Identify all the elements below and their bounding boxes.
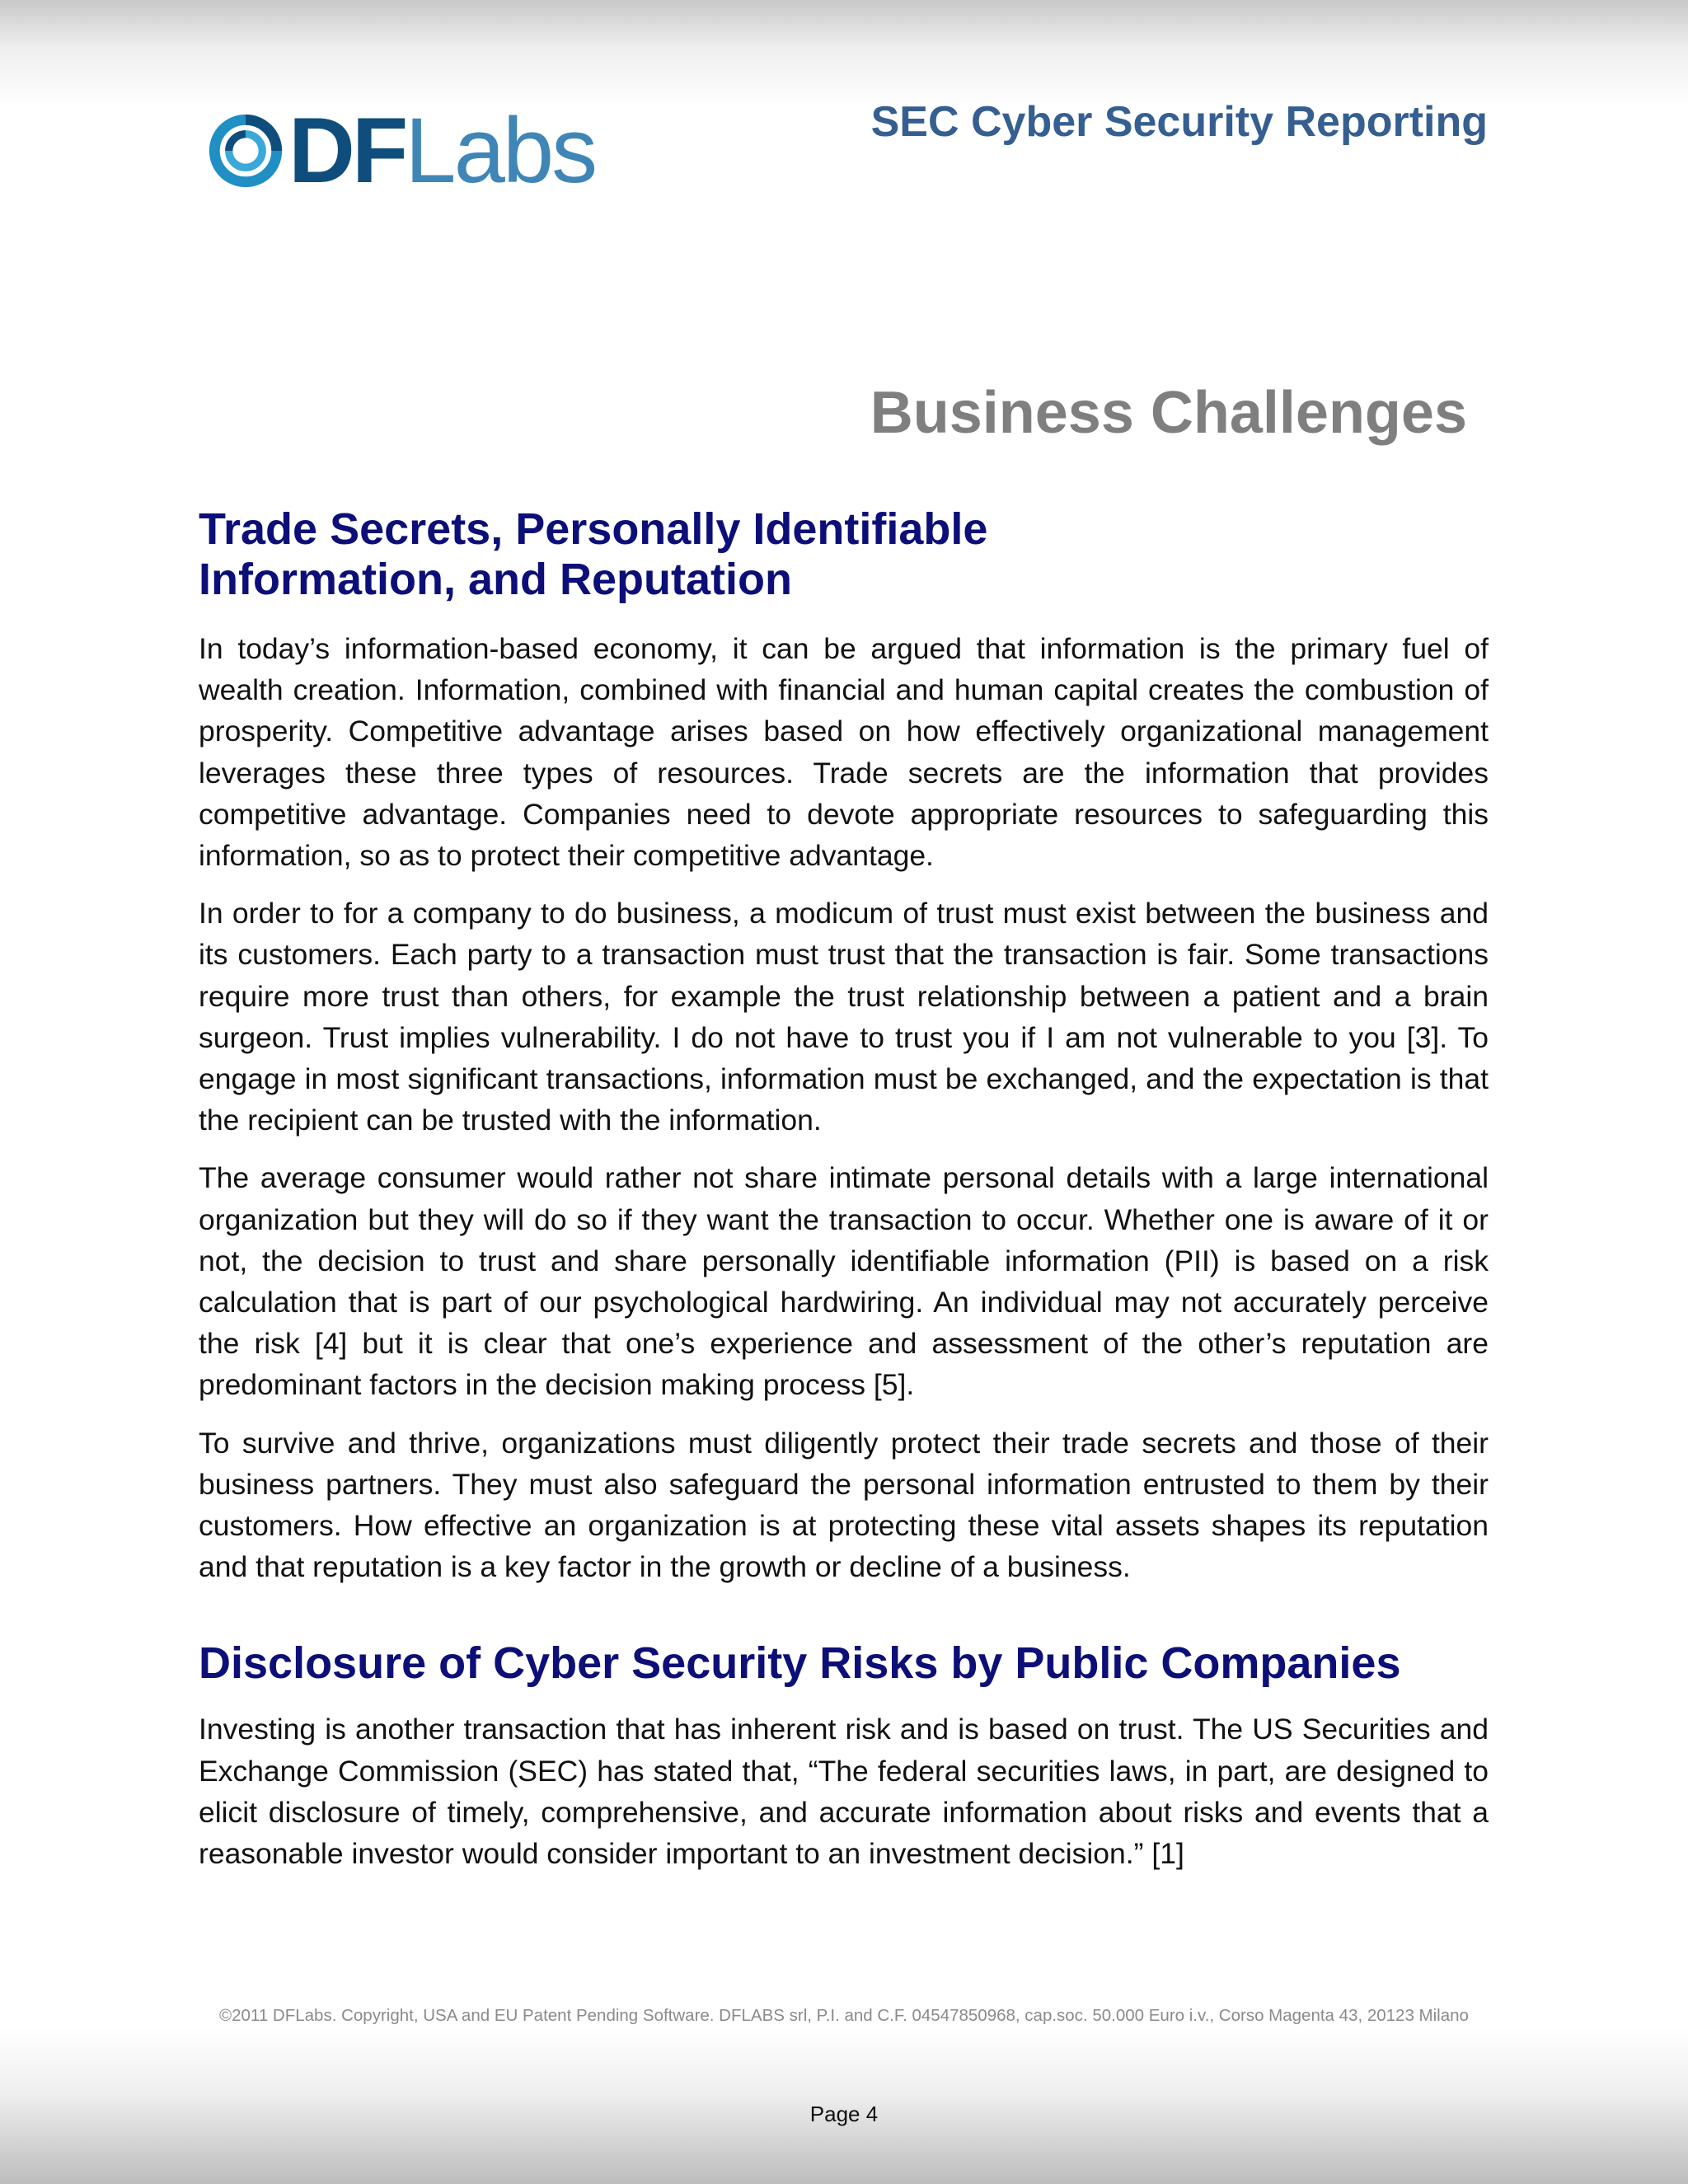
heading-disclosure: Disclosure of Cyber Security Risks by Public Companies xyxy=(199,1638,1401,1689)
dflabs-logo xyxy=(208,99,636,202)
section-banner: Business Challenges xyxy=(870,380,1467,446)
page-number: Page 4 xyxy=(809,2102,879,2126)
paragraph: In today’s information-based economy, it can be argued that information is the primary fuel of wealth creation. Information, combined with financial and human capital creates the combustion of prosperity. Competitive advantage arises based on how effectively organizational management leverages these three types of resources. Trade secrets are the information that provides competitive advantage. Companies need to devote appropriate resources to safeguarding this information, so as to protect their competitive advantage. xyxy=(199,632,1489,873)
footer-copyright: ©2011 DFLabs. Copyright, USA and EU Patent Pending Software. DFLABS srl, P.I. and C.F. 04547850968, cap.soc. 50.000 Euro i.v., Corso Magenta 43, 20123 Milano xyxy=(219,2006,1469,2025)
paragraph: To survive and thrive, organizations must diligently protect their trade secrets and those of their business partners. They must also safeguard the personal information entrusted to them by their customers. How effective an organization is at protecting these vital assets shapes its reputation and that reputation is a key factor in the growth or decline of a business. xyxy=(199,1426,1489,1584)
logo-text-labs: Labs xyxy=(405,99,596,202)
heading-line-1: Trade Secrets, Personally Identifiable xyxy=(199,504,988,554)
document-body xyxy=(199,504,1489,1891)
paragraph: The average consumer would rather not share intimate personal details with a large international organization but they will do so if they want the transaction to occur. Whether one is aware of it or not, the decision to trust and share personally identifiable information (PII) is based on a risk calculation that is part of our psychological hardwiring. An individual may not accurately perceive the risk [4] but it is clear that one’s experience and assessment of the other’s reputation are predominant factors in the decision making process [5]. xyxy=(199,1161,1489,1402)
dflabs-ring-logo-icon xyxy=(208,113,284,189)
logo-text-df: DF xyxy=(288,99,406,202)
heading-line-2: Information, and Reputation xyxy=(199,555,792,604)
heading-trade-secrets xyxy=(199,504,1489,605)
document-header-title: SEC Cyber Security Reporting xyxy=(870,98,1488,146)
paragraph: In order to for a company to do business, a modicum of trust must exist between the business and its customers. Each party to a transaction must trust that the transaction is fair. Some transactions require more trust than others, for example the trust relationship between a patient and a brain surgeon. Trust implies vulnerability. I do not have to trust you if I am not vulnerable to you [3]. To engage in most significant transactions, information must be exchanged, and the expectation is that the recipient can be trusted with the information. xyxy=(199,897,1489,1137)
paragraph: Investing is another transaction that has inherent risk and is based on trust. The US Securities and Exchange Commission (SEC) has stated that, “The federal securities laws, in part, are designed to elicit disclosure of timely, comprehensive, and accurate information about risks and events that a reasonable investor would consider important to an investment decision.” [1] xyxy=(199,1713,1489,1871)
